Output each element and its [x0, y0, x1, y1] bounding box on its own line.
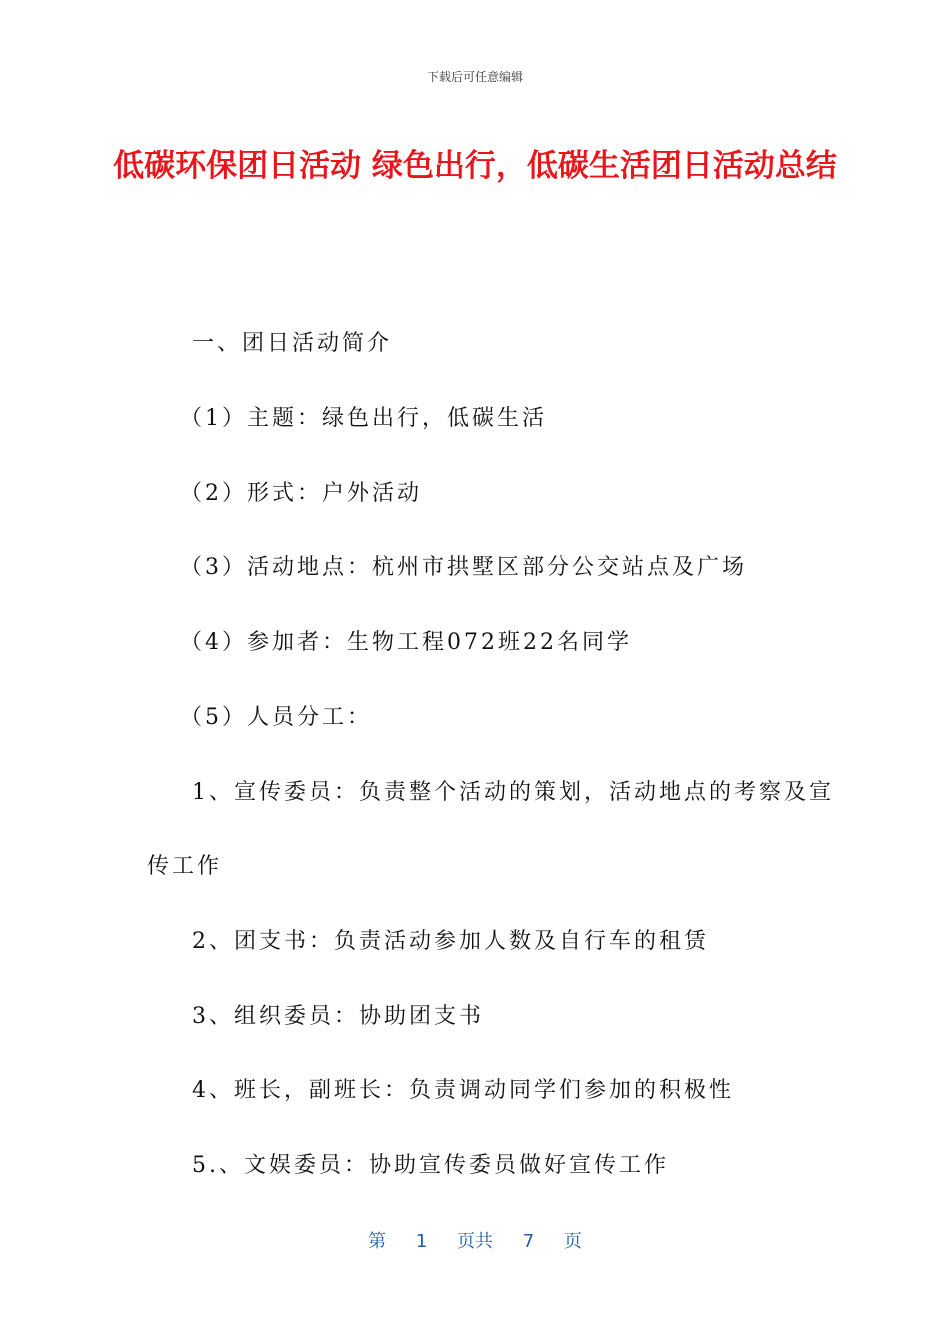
paragraph-line: 4、班长，副班长：负责调动同学们参加的积极性 — [192, 1078, 734, 1103]
section-heading: 一、团日活动简介 — [192, 331, 393, 356]
footer-total-word: 页共 — [457, 1231, 493, 1252]
paragraph-line: 5.、文娱委员：协助宣传委员做好宣传工作 — [192, 1153, 669, 1178]
footer-page-word: 第 — [368, 1231, 387, 1252]
page-footer — [0, 1227, 950, 1253]
paragraph-line: 2、团支书：负责活动参加人数及自行车的租赁 — [192, 929, 709, 954]
footer-total-number: 7 — [522, 1231, 535, 1252]
footer-end-word: 页 — [563, 1231, 582, 1252]
paragraph-line: （3）活动地点：杭州市拱墅区部分公交站点及广场 — [180, 555, 747, 580]
document-title: 低碳环保团日活动 绿色出行，低碳生活团日活动总结 — [113, 148, 837, 184]
footer-page-number: 1 — [415, 1231, 428, 1252]
paragraph-line: 1、宣传委员：负责整个活动的策划，活动地点的考察及宣 — [192, 780, 834, 805]
paragraph-line: 3、组织委员：协助团支书 — [192, 1004, 484, 1029]
paragraph-line: （5）人员分工： — [180, 705, 372, 730]
paragraph-line: （4）参加者：生物工程072班22名同学 — [180, 630, 632, 655]
paragraph-line: （2）形式：户外活动 — [180, 481, 422, 506]
paragraph-line: 传工作 — [147, 854, 223, 879]
header-note: 下载后可任意编辑 — [426, 70, 523, 84]
paragraph-line: （1）主题：绿色出行，低碳生活 — [180, 406, 547, 431]
